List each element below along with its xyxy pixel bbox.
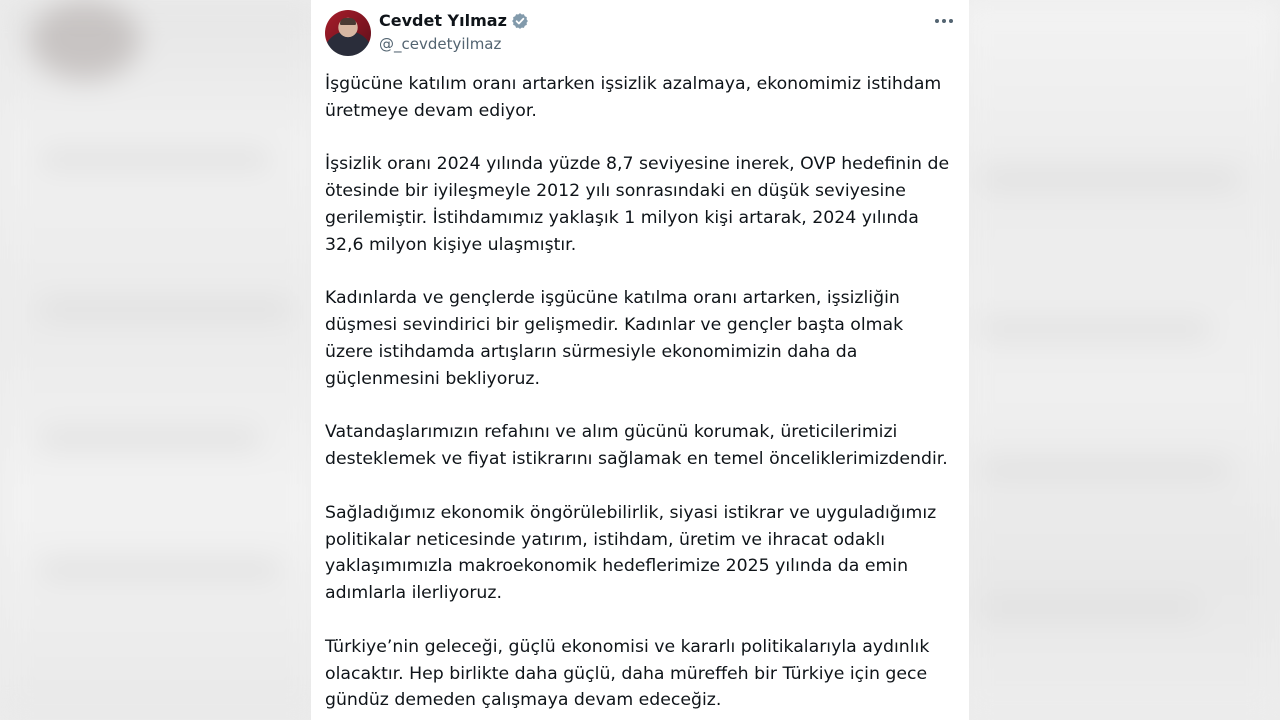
- blurred-text-line: [40, 300, 290, 318]
- blurred-text-line: [40, 430, 260, 448]
- blurred-text-line: [980, 320, 1210, 338]
- tweet-paragraph: Sağladığımız ekonomik öngörülebilirlik, siyasi istikrar ve uyguladığımız politikalar neticesinde yatırım, istihdam, üretim ve ihracat odaklı yaklaşımımızla makroekonomik hedeflerimize 2025 yılında da emin adımlarla ilerliyoruz.: [325, 502, 937, 604]
- tweet-paragraph: Vatandaşlarımızın refahını ve alım gücünü korumak, üreticilerimizi desteklemek ve fiyat istikrarını sağlamak en temel önceliklerimizdendir.: [325, 422, 948, 470]
- avatar-hair: [340, 18, 356, 25]
- tweet-card: [311, 0, 969, 720]
- more-options-button[interactable]: [931, 10, 957, 32]
- tweet-paragraph: Türkiye’nin geleceği, güçlü ekonomisi ve kararlı politikalarıyla aydınlık olacaktır. Hep birlikte daha güçlü, daha müreffeh bir Türkiye için gece gündüz demeden çalışmaya devam edeceğiz.: [325, 636, 930, 711]
- more-options-icon: [934, 18, 954, 24]
- tweet-paragraph: Kadınlarda ve gençlerde işgücüne katılma oranı artarken, işsizliğin düşmesi sevindirici bir gelişmedir. Kadınlar ve gençler başta olmak üzere istihdamda artışların sürmesiyle ekonomimizin daha da güçlenmesini bekliyoruz.: [325, 288, 904, 389]
- author-name-row: [379, 11, 529, 30]
- author-handle[interactable]: @_cevdetyilmaz: [379, 35, 502, 53]
- tweet-paragraph: İşsizlik oranı 2024 yılında yüzde 8,7 seviyesine inerek, OVP hedefinin de ötesinde bir iyileşmeyle 2012 yılı sonrasındaki en düşük seviyesine gerilemiştir. İstihdamımız yaklaşık 1 milyon kişi artarak, 2024 yılında 32,6 milyon kişiye ulaşmıştır.: [325, 154, 950, 255]
- blurred-avatar-smudge: [30, 0, 140, 80]
- author-name[interactable]: Cevdet Yılmaz: [379, 11, 507, 30]
- blurred-text-line: [40, 150, 270, 168]
- blurred-text-line: [980, 600, 1200, 618]
- blurred-text-line: [980, 460, 1230, 478]
- blurred-left-panel: [0, 0, 320, 720]
- verified-badge-icon: [511, 12, 529, 30]
- profile-avatar[interactable]: [325, 10, 371, 56]
- tweet-paragraph: İşgücüne katılım oranı artarken işsizlik azalmaya, ekonomimiz istihdam üretmeye devam ediyor.: [325, 74, 942, 121]
- tweet-body: [325, 71, 955, 720]
- blurred-text-line: [980, 170, 1240, 188]
- blurred-right-panel: [960, 0, 1280, 720]
- blurred-text-line: [40, 560, 280, 578]
